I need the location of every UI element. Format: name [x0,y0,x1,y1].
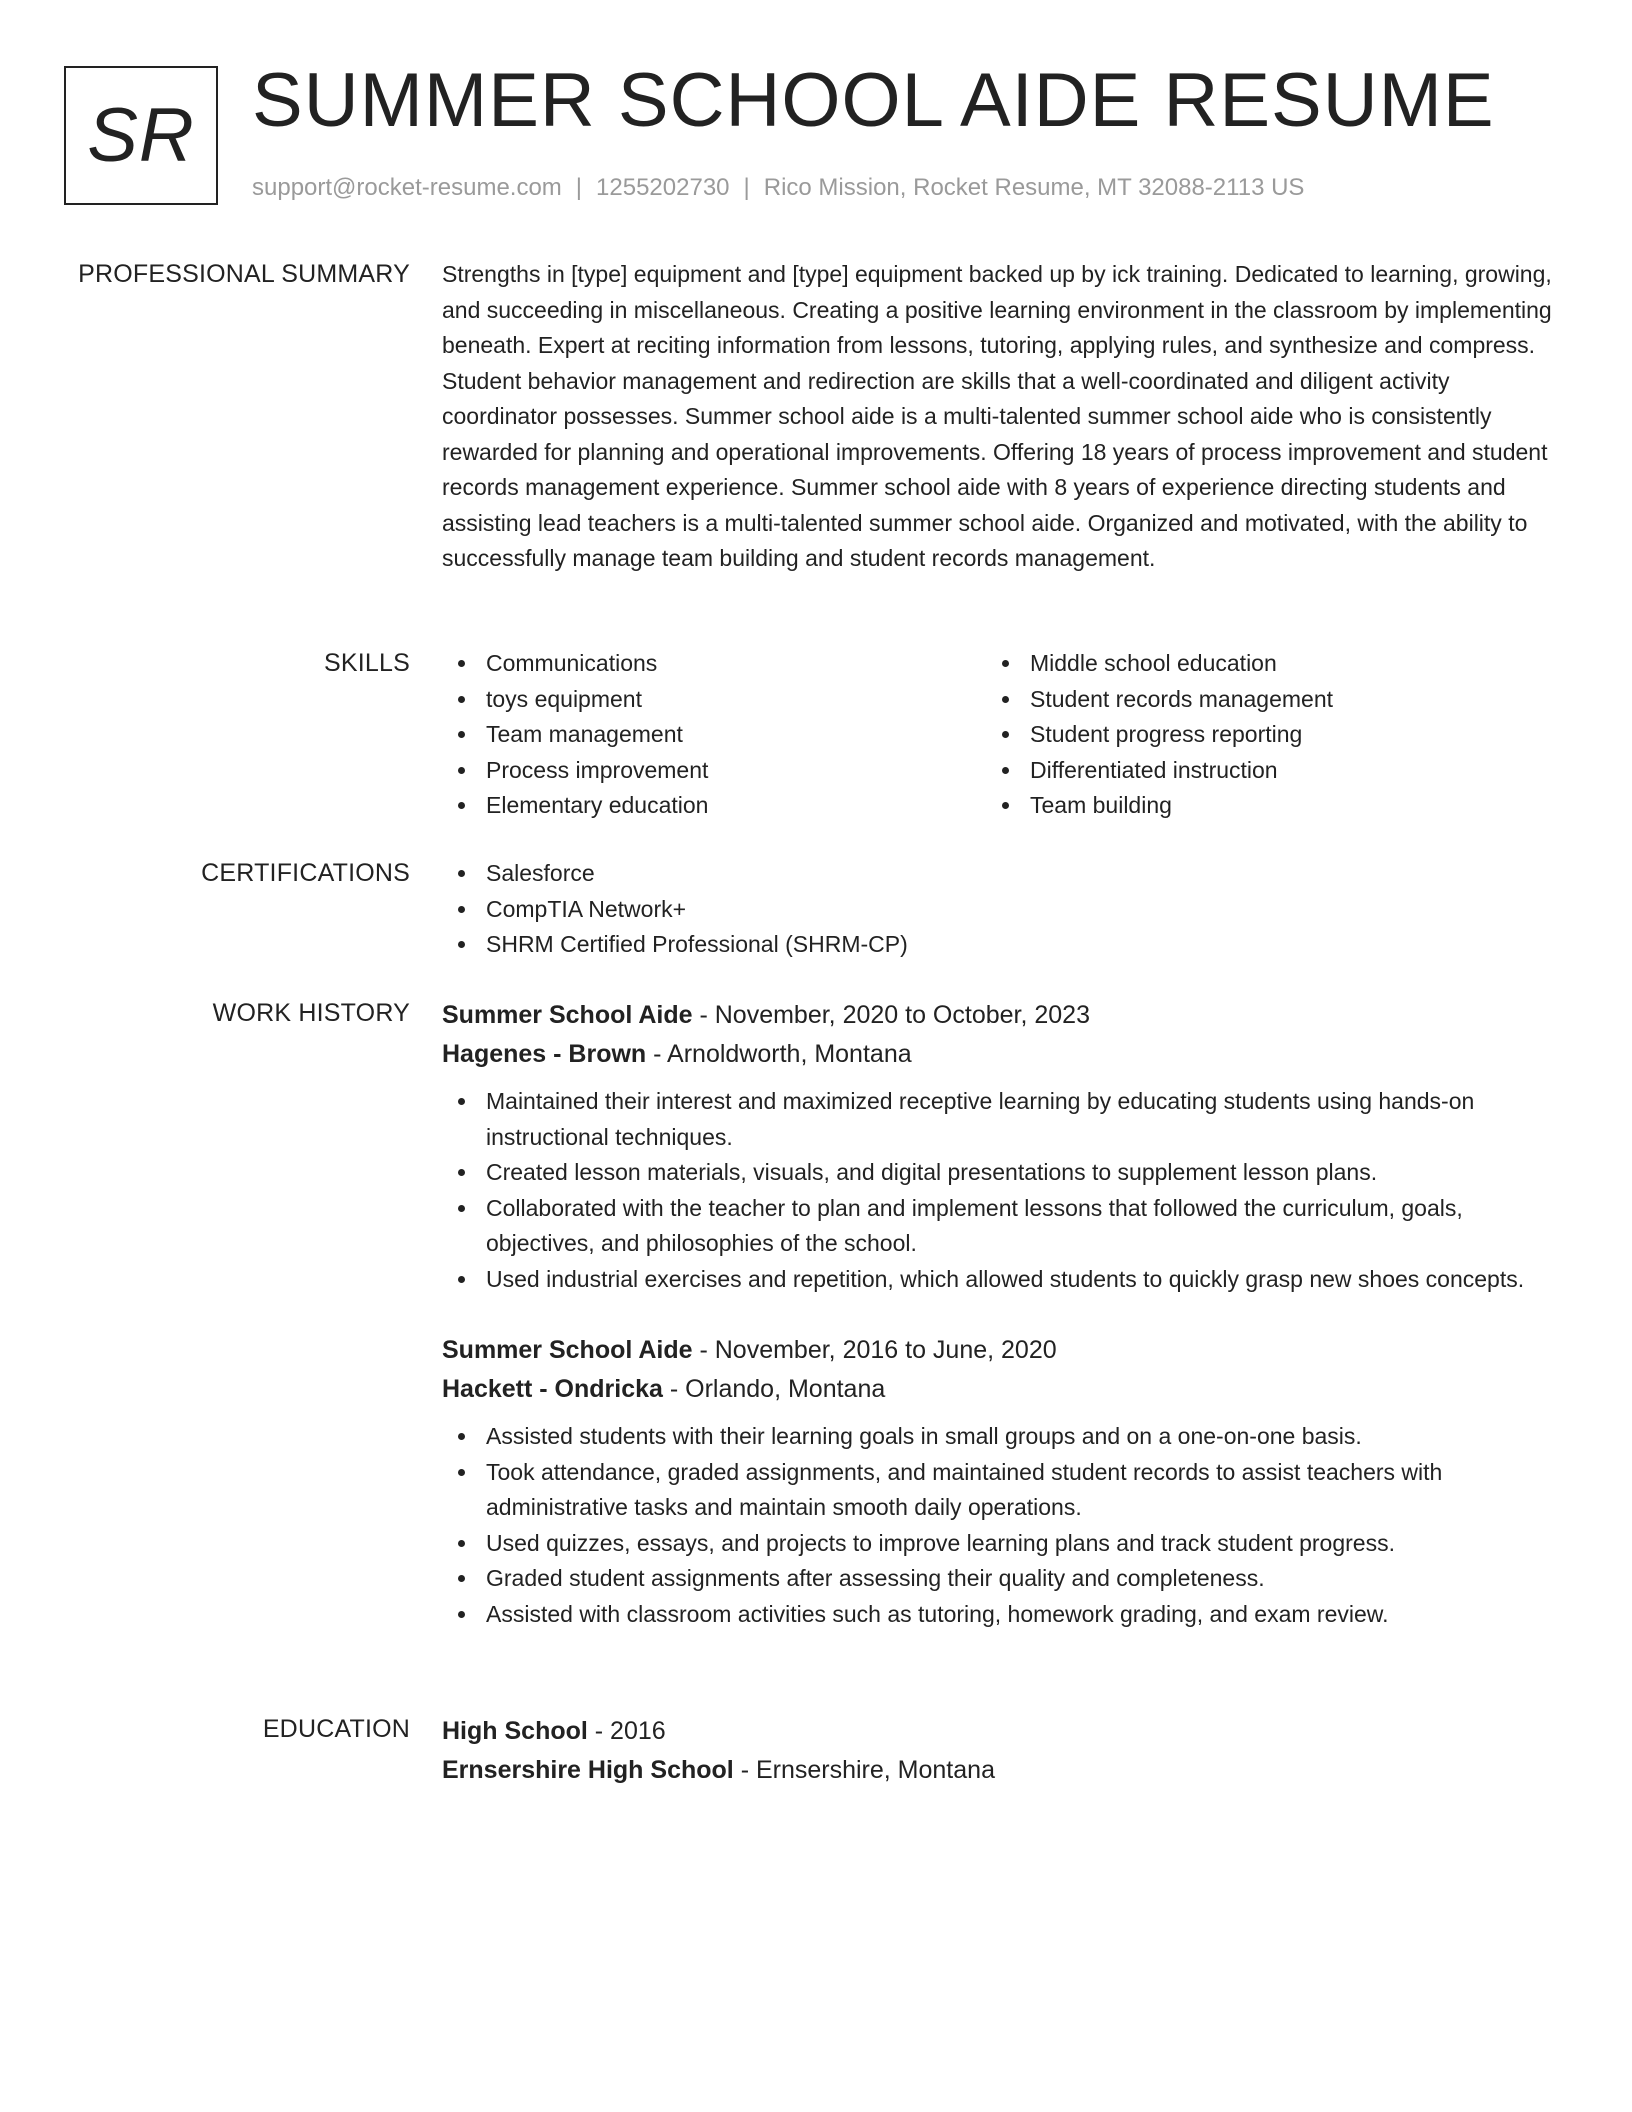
skill-item: Team building [986,788,1530,824]
education-location: - Ernsershire, Montana [733,1756,995,1784]
job-dates: - November, 2020 to October, 2023 [692,1001,1090,1029]
contact-line [252,172,1304,204]
education-school-line [442,1751,1552,1790]
job-company-line [442,1035,1552,1074]
section-label-education: EDUCATION [262,1715,410,1743]
job-duty-item: Assisted with classroom activities such as tutoring, homework grading, and exam review. [442,1597,1552,1633]
certifications-list [442,856,1552,963]
skill-item: Student progress reporting [986,717,1530,753]
education-degree: High School [442,1717,588,1745]
education-school: Ernsershire High School [442,1756,734,1784]
section-label-skills: SKILLS [324,649,410,677]
job-duty-item: Collaborated with the teacher to plan and implement lessons that followed the curriculum, goals, objectives, and philosophies of the school. [442,1191,1552,1262]
job-duty-item: Used quizzes, essays, and projects to improve learning plans and track student progress. [442,1526,1552,1562]
job-duty-item: Assisted students with their learning goals in small groups and on a one-on-one basis. [442,1419,1552,1455]
job-duty-item: Graded student assignments after assessing their quality and completeness. [442,1561,1552,1597]
job-dates: - November, 2016 to June, 2020 [692,1336,1057,1364]
section-label-work-history: WORK HISTORY [212,999,410,1027]
certifications-body [442,856,1552,963]
job-location: - Orlando, Montana [662,1375,886,1403]
job-duties-list [442,1419,1552,1632]
skill-item: Differentiated instruction [986,753,1530,789]
resume-title: SUMMER SCHOOL AIDE RESUME [252,58,1495,143]
education-degree-line [442,1712,1552,1751]
certification-item: CompTIA Network+ [442,892,1552,928]
job-duties-list [442,1084,1552,1297]
job-title: Summer School Aide [442,1001,693,1029]
monogram-badge: SR [64,66,218,205]
skill-item: Elementary education [442,788,986,824]
job-company: Hagenes - Brown [442,1040,647,1068]
job-entry [442,1331,1552,1632]
education-year: - 2016 [587,1717,666,1745]
section-label-certifications: CERTIFICATIONS [201,859,410,887]
work-history-body [442,996,1552,1666]
skill-item: Middle school education [986,646,1530,682]
job-title-line [442,996,1552,1035]
certification-item: SHRM Certified Professional (SHRM-CP) [442,927,1552,963]
section-label-summary: PROFESSIONAL SUMMARY [78,260,410,288]
job-duty-item: Maintained their interest and maximized receptive learning by educating students using hands-on instructional techniques. [442,1084,1552,1155]
summary-body [442,257,1552,577]
skills-list-right [986,646,1530,824]
contact-phone: 1255202730 [596,174,730,201]
education-body [442,1712,1552,1790]
skills-list-left [442,646,986,824]
job-duty-item: Used industrial exercises and repetition, which allowed students to quickly grasp new shoes concepts. [442,1262,1552,1298]
certification-item: Salesforce [442,856,1552,892]
skill-item: toys equipment [442,682,986,718]
job-entry [442,996,1552,1297]
skill-item: Communications [442,646,986,682]
contact-address: Rico Mission, Rocket Resume, MT 32088-2113 US [763,174,1305,201]
summary-text: Strengths in [type] equipment and [type] equipment backed up by ick training. Dedicated to learning, growing, and succeeding in miscellaneous. Creating a positive learning environment in the classroom by implementing beneath. Expert at reciting information from lessons, tutoring, applying rules, and synthesize and compress. Student behavior management and redirection are skills that a well-coordinated and diligent activity coordinator possesses. Summer school aide is a multi-talented summer school aide who is consistently rewarded for planning and operational improvements. Offering 18 years of process improvement and student records management experience. Summer school aide with 8 years of experience directing students and assisting lead teachers is a multi-talented summer school aide. Organized and motivated, with the ability to successfully manage team building and student records management. [442,261,1552,571]
skill-item: Process improvement [442,753,986,789]
job-duty-item: Took attendance, graded assignments, and maintained student records to assist teachers with administrative tasks and maintain smooth daily operations. [442,1455,1552,1526]
contact-email: support@rocket-resume.com [252,174,562,201]
job-company-line [442,1370,1552,1409]
job-title: Summer School Aide [442,1336,693,1364]
job-company: Hackett - Ondricka [442,1375,663,1403]
contact-separator: | [575,174,583,201]
job-location: - Arnoldworth, Montana [646,1040,912,1068]
job-title-line [442,1331,1552,1370]
skill-item: Student records management [986,682,1530,718]
skill-item: Team management [442,717,986,753]
job-duty-item: Created lesson materials, visuals, and digital presentations to supplement lesson plans. [442,1155,1552,1191]
contact-separator: | [743,174,750,201]
skills-body [442,646,1552,824]
